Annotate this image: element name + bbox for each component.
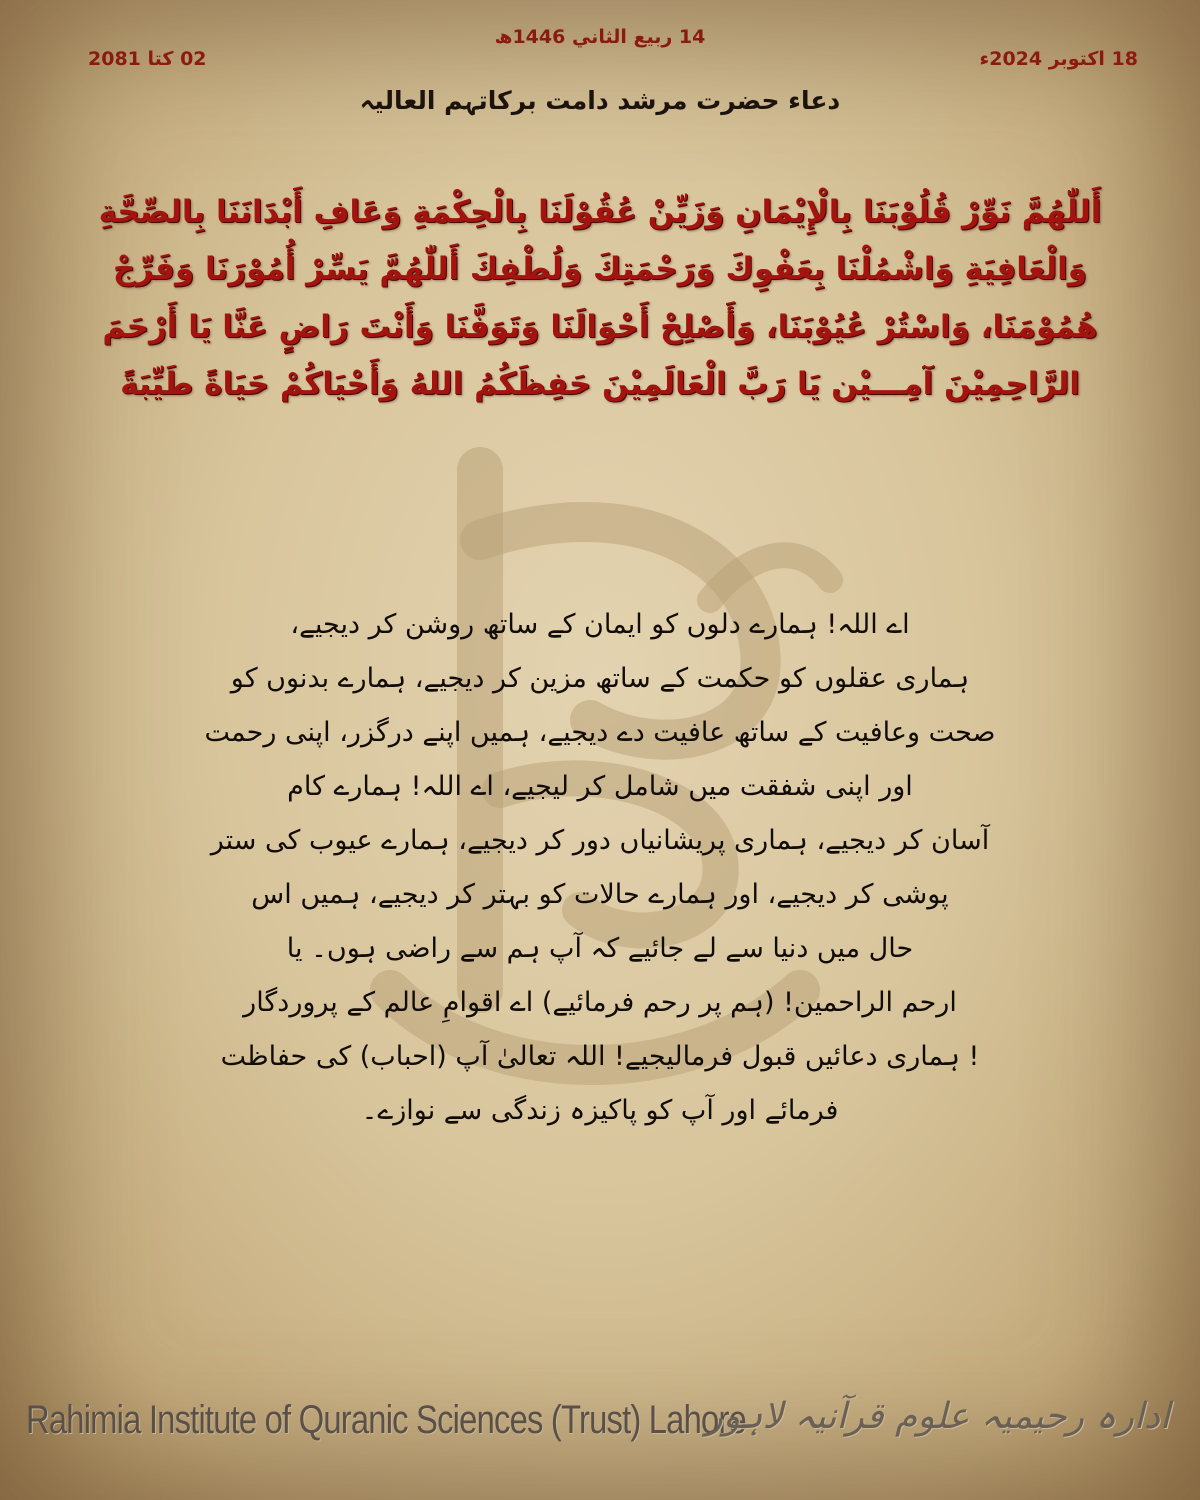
urdu-line: آسان کر دیجیے، ہماری پریشانیاں دور کر دیجیے، ہمارے عیوب کی ستر [210, 825, 990, 856]
urdu-line: اے اللہ! ہمارے دلوں کو ایمان کے ساتھ روشن کر دیجیے، [290, 609, 910, 640]
urdu-line: فرمائے اور آپ کو پاکیزہ زندگی سے نوازے۔ [361, 1095, 839, 1126]
hijri-date: 14 ربیع الثاني 1446ھ [494, 26, 706, 48]
urdu-line: حال میں دنیا سے لے جائیے کہ آپ ہم سے راضی ہوں۔ یا [286, 933, 914, 964]
urdu-line: اور اپنی شفقت میں شامل کر لیجیے، اے اللہ! ہمارے کام [287, 771, 913, 802]
gregorian-date: 18 اکتوبر 2024ء [979, 48, 1138, 70]
urdu-line: ہماری عقلوں کو حکمت کے ساتھ مزین کر دیجیے، ہمارے بدنوں کو [230, 663, 970, 694]
serial-number: 02 کتا 2081 [88, 48, 207, 70]
institute-logo-urdu: ادارہ رحیمیہ علوم قرآنیہ لاہور [705, 1396, 1170, 1437]
urdu-translation [140, 598, 1060, 1138]
arabic-dua: أَللّٰهُمَّ نَوِّرْ قُلُوْبَنَا بِالْإِيْمَانِ وَزَيِّنْ عُقُوْلَنَا بِالْحِكْمَةِ وَعَافِ أَبْدَانَنَا بِالصِّحَّةِ وَالْعَافِيَةِ وَاشْمُلْنَا بِعَفْوِكَ وَرَحْمَتِكَ وَلُطْفِكَ أَللّٰهُمَّ يَسِّرْ أُمُوْرَنَا وَفَرِّجْ هُمُوْمَنَا، وَاسْتُرْ عُيُوْبَنَا، وَأَصْلِحْ أَحْوَالَنَا وَتَوَفَّنَا وَأَنْتَ رَاضٍ عَنَّا يَا أَرْحَمَ الرَّاحِمِيْنَ آمِـــيْن يَا رَبَّ الْعَالَمِيْنَ حَفِظَكُمُ اللهُ وَأَحْيَاكُمْ حَيَاةً طَيِّبَةً [98, 194, 1102, 403]
urdu-line: صحت وعافیت کے ساتھ عافیت دے دیجیے، ہمیں اپنے درگزر، اپنی رحمت [204, 717, 996, 748]
urdu-line: ! ہماری دعائیں قبول فرمالیجیے! اللہ تعالیٰ آپ (احباب) کی حفاظت [220, 1041, 980, 1072]
page-title: دعاء حضرت مرشد دامت برکاتہم العالیہ [359, 86, 841, 115]
urdu-line: ارحم الراحمین! (ہم پر رحم فرمائیے) اے اقوامِ عالم کے پروردگار [243, 987, 957, 1018]
institute-name-english: Rahimia Institute of Quranic Sciences (Trust) Lahore [26, 1398, 746, 1442]
urdu-line: پوشی کر دیجیے، اور ہمارے حالات کو بہتر کر دیجیے، ہمیں اس [251, 879, 949, 910]
